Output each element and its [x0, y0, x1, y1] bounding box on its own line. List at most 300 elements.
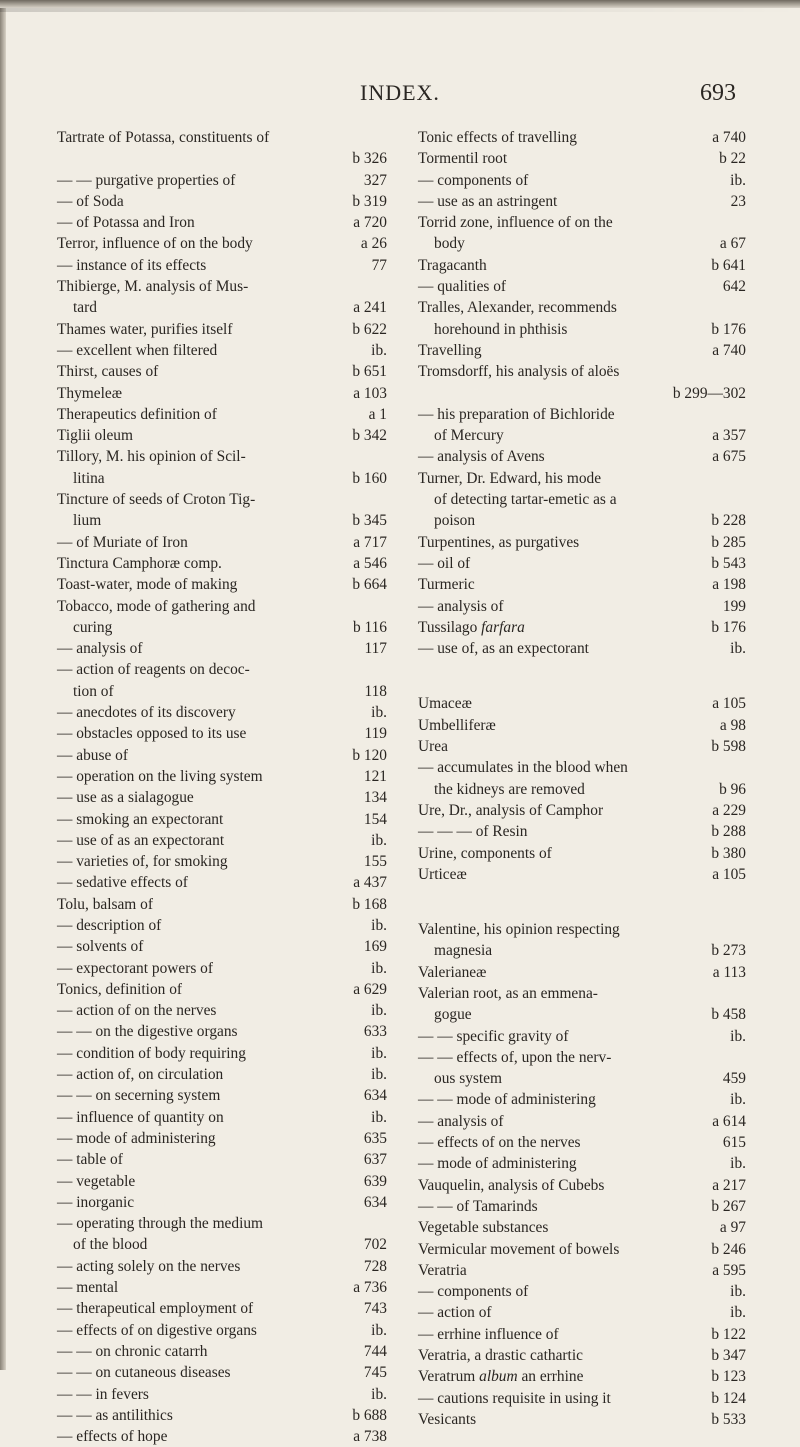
index-entry	[418, 1217, 746, 1238]
index-entry-text: — mode of administering	[57, 1129, 216, 1147]
index-entry-page-ref: 743	[363, 1300, 387, 1318]
index-entry-page-ref: 745	[363, 1364, 387, 1382]
index-entry-page-ref: a 736	[353, 1279, 387, 1297]
index-entry-text: — solvents of	[57, 938, 144, 956]
index-entry	[57, 1234, 387, 1255]
index-entry-page-ref: b 176	[711, 320, 746, 338]
index-entry-page-ref: 639	[363, 1172, 387, 1190]
index-entry	[57, 766, 387, 787]
index-entry	[57, 681, 387, 702]
index-entry	[57, 553, 387, 574]
index-entry-page-ref: 615	[722, 1134, 746, 1152]
index-entry-text: — description of	[57, 916, 162, 934]
index-entry-page-ref: b 345	[352, 512, 387, 530]
index-entry	[418, 361, 746, 382]
index-entry-text: Thirst, causes of	[57, 363, 159, 381]
index-entry-text: — of Muriate of Iron	[57, 533, 188, 551]
index-entry-page-ref: a 229	[712, 801, 746, 819]
index-entry-page-ref: ib.	[730, 1304, 746, 1322]
index-entry-text: Therapeutics definition of	[57, 405, 217, 423]
index-entry	[57, 659, 387, 680]
index-entry-text: horehound in phthisis	[434, 320, 568, 338]
index-entry-text: — mental	[57, 1279, 119, 1297]
index-entry-text: — effects of on digestive organs	[57, 1321, 257, 1339]
index-entry-page-ref: ib.	[371, 959, 387, 977]
index-entry-page-ref: b 319	[352, 192, 387, 210]
index-entry-text: — — — of Resin	[418, 823, 528, 841]
index-entry-text: Tonics, definition of	[57, 980, 183, 998]
index-entry-text: Turpentines, as purgatives	[418, 533, 580, 551]
index-entry	[418, 736, 746, 757]
index-entry	[418, 1111, 746, 1132]
index-entry	[418, 617, 746, 638]
index-entry	[57, 297, 387, 318]
index-entry-text: Urticeæ	[418, 865, 467, 883]
index-entry	[418, 1302, 746, 1323]
index-entry-page-ref: a 740	[712, 341, 746, 359]
index-entry-page-ref: b 533	[711, 1410, 746, 1428]
index-entry-page-ref: 642	[722, 278, 746, 296]
index-entry-page-ref: b 285	[711, 533, 746, 551]
index-entry-text: Tormentil root	[418, 150, 508, 168]
index-entry-text: — sedative effects of	[57, 874, 188, 892]
index-entry-text: — oil of	[418, 554, 471, 572]
index-entry-text: Travelling	[418, 341, 482, 359]
index-entry	[57, 170, 387, 191]
index-entry-text: — operating through the medium	[57, 1215, 264, 1233]
index-entry-text: — analysis of Avens	[418, 448, 545, 466]
index-entry	[57, 787, 387, 808]
index-entry-page-ref: a 629	[353, 980, 387, 998]
index-entry-text: — accumulates in the blood when	[418, 759, 628, 777]
index-entry-text: Tralles, Alexander, recommends	[418, 299, 617, 317]
index-entry	[418, 212, 746, 233]
index-entry	[57, 1171, 387, 1192]
index-entry	[418, 276, 746, 297]
index-entry-text: — use of, as an expectorant	[418, 640, 589, 658]
index-entry-text: Tonic effects of travelling	[418, 129, 577, 146]
index-entry-page-ref: ib.	[730, 1027, 746, 1045]
index-entry-text: gogue	[434, 1006, 472, 1024]
index-entry-text: — acting solely on the nerves	[57, 1257, 241, 1275]
index-entry	[418, 1026, 746, 1047]
index-entry	[57, 340, 387, 361]
index-entry-page-ref: 634	[363, 1193, 387, 1211]
index-entry-text: — — of Tamarinds	[418, 1197, 538, 1215]
index-entry	[57, 1362, 387, 1383]
index-entry	[57, 979, 387, 1000]
index-entry-text: Veratrum album an errhine	[418, 1368, 584, 1386]
index-entry	[418, 715, 746, 736]
running-title: INDEX.	[360, 80, 440, 105]
index-entry-text: Tiglii oleum	[57, 427, 133, 445]
index-entry-page-ref: 634	[363, 1087, 387, 1105]
index-entry-text: — — purgative properties of	[57, 171, 236, 189]
index-entry-page-ref: ib.	[730, 1091, 746, 1109]
index-entry-page-ref: 459	[722, 1070, 746, 1088]
index-entry-text: — abuse of	[57, 746, 128, 764]
index-entry-page-ref: 744	[363, 1342, 387, 1360]
index-entry-page-ref: b 246	[711, 1240, 746, 1258]
index-entry	[418, 489, 746, 510]
index-entry	[418, 510, 746, 531]
index-entry-text: Vauquelin, analysis of Cubebs	[418, 1176, 605, 1194]
index-entry-page-ref: a 198	[712, 576, 746, 594]
index-entry	[418, 1047, 746, 1068]
index-entry-text: — therapeutical employment of	[57, 1300, 254, 1318]
index-entry-page-ref: 637	[363, 1151, 387, 1169]
index-entry-page-ref: b 288	[711, 823, 746, 841]
index-entry-page-ref: b 347	[711, 1347, 746, 1365]
index-entry	[57, 1341, 387, 1362]
index-entry-text: Tobacco, mode of gathering and	[57, 597, 256, 615]
index-entry-text: Veratria, a drastic cathartic	[418, 1347, 583, 1365]
index-entry-page-ref: 23	[730, 192, 746, 210]
index-entry-text: — excellent when filtered	[57, 341, 218, 359]
index-entry	[418, 127, 746, 148]
index-entry	[418, 843, 746, 864]
index-block-u	[418, 693, 746, 885]
index-entry	[418, 1239, 746, 1260]
index-entry-text: Tinctura Camphoræ comp.	[57, 554, 222, 572]
index-entry	[57, 1064, 387, 1085]
index-entry-text: — vegetable	[57, 1172, 136, 1190]
index-entry-text: — of Soda	[57, 192, 124, 210]
index-entry-page-ref: ib.	[730, 1283, 746, 1301]
index-entry	[57, 1192, 387, 1213]
index-entry-text: Veratria	[418, 1261, 467, 1279]
index-entry	[418, 553, 746, 574]
index-entry-page-ref: 134	[363, 789, 387, 807]
index-entry-text: — analysis of	[418, 597, 504, 615]
index-entry-page-ref: a 105	[712, 865, 746, 883]
index-entry	[418, 962, 746, 983]
index-entry-page-ref: b 96	[719, 780, 746, 798]
page-number: 693	[700, 80, 736, 106]
index-entry	[418, 446, 746, 467]
index-entry-text: — of Potassa and Iron	[57, 214, 195, 232]
index-entry-text: tion of	[73, 682, 114, 700]
index-entry-text: — inorganic	[57, 1193, 135, 1211]
index-entry-text: — analysis of	[418, 1112, 504, 1130]
index-entry-text: Urine, components of	[418, 844, 552, 862]
index-entry-text: Umbelliferæ	[418, 716, 496, 734]
index-entry-text: curing	[73, 618, 113, 636]
index-entry	[418, 319, 746, 340]
index-entry-text: — analysis of	[57, 640, 143, 658]
index-entry-page-ref: a 105	[712, 695, 746, 713]
index-entry-text: — action of on the nerves	[57, 1002, 217, 1020]
index-entry	[57, 532, 387, 553]
index-entry	[418, 1388, 746, 1409]
index-entry	[57, 702, 387, 723]
index-entry-page-ref: ib.	[371, 916, 387, 934]
index-entry-page-ref: b 176	[711, 618, 746, 636]
index-entry-page-ref: ib.	[730, 171, 746, 189]
index-entry	[57, 319, 387, 340]
index-entry-text: Tincture of seeds of Croton Tig-	[57, 491, 256, 509]
index-entry-page-ref: b 124	[711, 1389, 746, 1407]
index-entry	[418, 148, 746, 169]
index-entry-text: — components of	[418, 171, 529, 189]
index-entry-text: Tragacanth	[418, 256, 487, 274]
index-entry	[418, 919, 746, 940]
index-entry-text: of Mercury	[434, 427, 504, 445]
index-entry-text: Umaceæ	[418, 695, 472, 713]
page-header	[0, 80, 800, 110]
index-entry-page-ref: 633	[363, 1023, 387, 1041]
index-entry-text: Tartrate of Potassa, constituents of	[57, 129, 270, 146]
index-entry-page-ref: a 740	[712, 129, 746, 146]
index-entry	[418, 404, 746, 425]
index-entry-text: — operation on the living system	[57, 767, 263, 785]
index-entry-page-ref: a 717	[353, 533, 387, 551]
index-entry-text: — expectorant powers of	[57, 959, 213, 977]
index-entry-page-ref: b 116	[352, 618, 387, 636]
index-entry-page-ref: 728	[363, 1257, 387, 1275]
index-entry-page-ref: b 543	[711, 554, 746, 572]
index-entry	[418, 297, 746, 318]
index-entry-page-ref: b 342	[352, 427, 387, 445]
page-top-edge-fade	[0, 8, 800, 12]
index-entry-text: — mode of administering	[418, 1155, 577, 1173]
index-entry	[57, 489, 387, 510]
index-entry-page-ref: b 228	[711, 512, 746, 530]
index-entry-page-ref: a 614	[712, 1112, 746, 1130]
index-entry-text: Urea	[418, 738, 448, 756]
index-entry-text: Toast-water, mode of making	[57, 576, 238, 594]
index-entry	[57, 1298, 387, 1319]
index-entry-text: Tillory, M. his opinion of Scil-	[57, 448, 246, 466]
index-entry	[418, 1004, 746, 1025]
index-entry-page-ref: 169	[363, 938, 387, 956]
index-entry-page-ref: a 1	[368, 405, 387, 423]
index-entry	[418, 425, 746, 446]
index-entry-text: Thibierge, M. analysis of Mus-	[57, 278, 249, 296]
index-entry	[418, 864, 746, 885]
index-entry	[57, 894, 387, 915]
index-entry-text: — action of reagents on decoc-	[57, 661, 250, 679]
index-entry	[418, 693, 746, 714]
index-entry-text: — — as antilithics	[57, 1406, 173, 1424]
index-entry-text: — use as a sialagogue	[57, 789, 194, 807]
index-entry-text: of detecting tartar-emetic as a	[434, 491, 617, 509]
index-entry-page-ref: b 299—302	[672, 384, 746, 402]
index-entry-text: — action of	[418, 1304, 492, 1322]
index-entry	[418, 1089, 746, 1110]
index-entry	[418, 983, 746, 1004]
index-entry-text: poison	[434, 512, 476, 530]
index-entry-text: — obstacles opposed to its use	[57, 725, 247, 743]
index-entry	[57, 958, 387, 979]
index-entry	[57, 723, 387, 744]
index-entry	[57, 851, 387, 872]
index-entry-page-ref: b 664	[352, 576, 387, 594]
index-entry	[418, 383, 746, 404]
index-entry	[57, 446, 387, 467]
index-entry-page-ref: 154	[363, 810, 387, 828]
index-entry-page-ref: b 22	[719, 150, 746, 168]
index-entry-page-ref: 702	[363, 1236, 387, 1254]
index-entry-text: Turmeric	[418, 576, 475, 594]
index-entry-page-ref: a 357	[712, 427, 746, 445]
index-entry	[57, 510, 387, 531]
index-entry-page-ref: a 675	[712, 448, 746, 466]
index-entry	[57, 127, 387, 148]
index-entry-text: lium	[73, 512, 102, 530]
index-block-v	[418, 919, 746, 1430]
index-entry-page-ref: 327	[363, 171, 387, 189]
index-entry-text: Vesicants	[418, 1410, 477, 1428]
index-entry	[57, 936, 387, 957]
index-entry-page-ref: ib.	[371, 1385, 387, 1403]
index-entry-text: Tromsdorff, his analysis of aloës	[418, 363, 620, 381]
index-entry-text: — errhine influence of	[418, 1325, 559, 1343]
index-entry-page-ref: ib.	[371, 341, 387, 359]
index-entry-page-ref: ib.	[730, 1155, 746, 1173]
index-entry	[57, 872, 387, 893]
index-column-left	[57, 127, 387, 1447]
index-entry	[57, 1021, 387, 1042]
index-entry	[418, 1409, 746, 1430]
index-entry-page-ref: b 326	[352, 150, 387, 168]
index-entry-text: — components of	[418, 1283, 529, 1301]
index-entry	[418, 940, 746, 961]
index-entry	[57, 212, 387, 233]
index-entry-page-ref: b 622	[352, 320, 387, 338]
index-entry	[57, 1128, 387, 1149]
index-entry-page-ref: 77	[371, 256, 387, 274]
index-entry	[57, 596, 387, 617]
index-entry	[418, 532, 746, 553]
index-entry	[57, 191, 387, 212]
index-entry-page-ref: a 738	[353, 1428, 387, 1446]
index-entry	[418, 821, 746, 842]
index-entry	[418, 1260, 746, 1281]
index-entry-page-ref: ib.	[371, 1066, 387, 1084]
index-entry-page-ref: ib.	[371, 704, 387, 722]
index-entry-page-ref: 199	[722, 597, 746, 615]
index-entry-page-ref: 155	[363, 853, 387, 871]
index-entry-page-ref: b 651	[352, 363, 387, 381]
index-entry-text: — instance of its effects	[57, 256, 207, 274]
index-entry-page-ref: b 458	[711, 1006, 746, 1024]
index-entry-text: — use of as an expectorant	[57, 831, 225, 849]
index-entry	[418, 757, 746, 778]
index-entry-page-ref: ib.	[371, 831, 387, 849]
index-entry-page-ref: a 113	[712, 963, 746, 981]
page-top-edge-shadow	[0, 0, 800, 8]
index-entry	[57, 617, 387, 638]
block-gap	[418, 885, 746, 919]
index-entry-text: Ure, Dr., analysis of Camphor	[418, 801, 604, 819]
index-entry-page-ref: a 241	[353, 299, 387, 317]
index-entry-text: the kidneys are removed	[434, 780, 585, 798]
index-entry-text: — varieties of, for smoking	[57, 853, 228, 871]
index-entry-page-ref: b 688	[352, 1406, 387, 1424]
index-entry-page-ref: a 98	[719, 716, 746, 734]
index-entry-text: — — specific gravity of	[418, 1027, 569, 1045]
index-entry	[418, 1281, 746, 1302]
index-entry-text: Turner, Dr. Edward, his mode	[418, 469, 602, 487]
index-entry-text: — effects of on the nerves	[418, 1134, 581, 1152]
index-entry-text: litina	[73, 469, 105, 487]
index-entry	[57, 1256, 387, 1277]
index-entry-page-ref: ib.	[371, 1321, 387, 1339]
index-entry-page-ref: a 546	[353, 554, 387, 572]
index-entry-text: Terror, influence of on the body	[57, 235, 253, 253]
index-entry-text: Tolu, balsam of	[57, 895, 153, 913]
index-entry	[418, 574, 746, 595]
index-entry	[57, 574, 387, 595]
index-entry-page-ref: 635	[363, 1129, 387, 1147]
page-left-edge-shadow	[0, 0, 6, 1370]
index-entry-text: tard	[73, 299, 97, 317]
index-entry-text: Valerian root, as an emmena-	[418, 984, 598, 1002]
index-entry-text: of the blood	[73, 1236, 148, 1254]
index-entry	[57, 1000, 387, 1021]
index-entry	[57, 809, 387, 830]
index-entry-text: — cautions requisite in using it	[418, 1389, 611, 1407]
index-entry-text: — condition of body requiring	[57, 1044, 246, 1062]
index-entry-page-ref: a 26	[360, 235, 387, 253]
index-entry-page-ref: a 217	[712, 1176, 746, 1194]
index-entry	[57, 1320, 387, 1341]
index-entry-text: Valerianeæ	[418, 963, 487, 981]
index-entry	[57, 468, 387, 489]
index-entry-text: — anecdotes of its discovery	[57, 704, 236, 722]
index-entry	[418, 800, 746, 821]
index-entry	[57, 638, 387, 659]
index-entry	[57, 1213, 387, 1234]
index-entry-text: — — on the digestive organs	[57, 1023, 238, 1041]
index-entry	[418, 170, 746, 191]
index-entry	[57, 233, 387, 254]
index-column-right	[418, 127, 746, 1430]
index-entry-text: — use as an astringent	[418, 192, 558, 210]
index-entry-text: — table of	[57, 1151, 123, 1169]
index-entry-text: — — effects of, upon the nerv-	[418, 1048, 612, 1066]
index-entry-text: body	[434, 235, 465, 253]
index-entry-text: ous system	[434, 1070, 502, 1088]
index-entry	[57, 1426, 387, 1447]
index-entry	[57, 148, 387, 169]
index-entry-text: Torrid zone, influence of on the	[418, 214, 613, 232]
index-entry-text: magnesia	[434, 942, 493, 960]
index-entry	[418, 468, 746, 489]
index-entry-text: Thymeleæ	[57, 384, 122, 402]
index-entry-page-ref: ib.	[371, 1108, 387, 1126]
index-entry	[57, 1043, 387, 1064]
index-entry	[57, 255, 387, 276]
index-entry	[57, 1384, 387, 1405]
index-entry-page-ref: 119	[364, 725, 387, 743]
index-entry	[418, 1132, 746, 1153]
index-entry	[418, 1175, 746, 1196]
index-entry	[418, 340, 746, 361]
index-entry-page-ref: a 437	[353, 874, 387, 892]
index-entry-text: — — mode of administering	[418, 1091, 596, 1109]
index-entry-page-ref: b 120	[352, 746, 387, 764]
index-entry-page-ref: ib.	[730, 640, 746, 658]
index-entry	[57, 1107, 387, 1128]
index-entry-page-ref: b 380	[711, 844, 746, 862]
index-entry-page-ref: b 267	[711, 1197, 746, 1215]
index-entry	[57, 1149, 387, 1170]
index-entry-page-ref: ib.	[371, 1002, 387, 1020]
index-entry-text: — — on cutaneous diseases	[57, 1364, 231, 1382]
index-entry	[418, 779, 746, 800]
